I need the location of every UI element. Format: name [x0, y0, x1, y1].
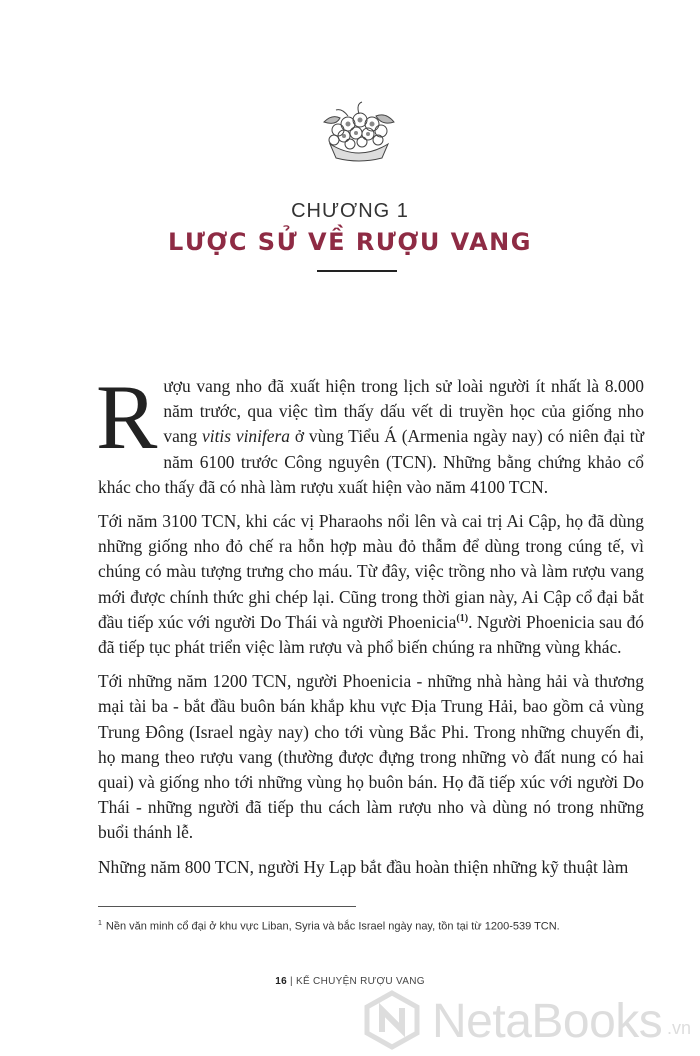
paragraph-1-text-b: ở vùng Tiểu Á (Armenia ngày nay) có niên đại từ năm 6100 trước Công nguyên (TCN). Những bằng chứng khảo cổ khác cho thấy đã có nhà làm rượu xuất hiện vào năm 4100 TCN.	[98, 426, 645, 497]
footnote-reference[interactable]: (1)	[456, 613, 469, 625]
chapter-number: CHƯƠNG 1	[291, 200, 409, 222]
paragraph-2-text-a: Tới năm 3100 TCN, khi các vị Pharaohs nổi lên và cai trị Ai Cập, họ đã dùng những giống nho đỏ chế ra hỗn hợp màu đỏ thẫm để dùng trong cúng tế, vì chúng có màu tượng trưng cho máu. Từ đây, việc trồng nho và làm rượu vang mới được chính thức ghi chép lại. Cũng trong thời gian này, Ai Cập cổ đại bắt đầu tiếp xúc với người Do Thái và người Phoenicia	[98, 511, 644, 632]
netabooks-watermark	[362, 988, 700, 1054]
page-footer	[0, 976, 700, 987]
paragraph-1	[96, 366, 645, 500]
chapter-title: LƯỢC SỬ VỀ RƯỢU VANG	[168, 228, 532, 256]
title-divider	[317, 270, 397, 272]
scientific-name: vitis vinifera	[202, 426, 290, 447]
netabooks-n-logo-icon	[362, 990, 422, 1050]
watermark-suffix: .vn	[667, 1018, 692, 1038]
footnote	[98, 920, 658, 933]
footnote-divider	[98, 906, 356, 907]
chapter-body	[96, 366, 645, 889]
running-title: KỂ CHUYỆN RƯỢU VANG	[296, 976, 425, 987]
paragraph-2	[98, 509, 644, 660]
paragraph-2-text-b: . Người Phoenicia sau đó đã tiếp tục phát triển việc làm rượu và phổ biến chúng ra những vùng khác.	[98, 611, 644, 658]
grape-ornament-icon	[318, 100, 400, 162]
paragraph-1-text-a: ượu vang nho đã xuất hiện trong lịch sử loài người ít nhất là 8.000 năm trước, qua việc tìm thấy dấu vết di truyền học của giống nho vang	[163, 376, 644, 447]
footnote-text: Nền văn minh cổ đại ở khu vực Liban, Syria và bắc Israel ngày nay, tồn tại từ 1200-539 TCN.	[105, 920, 560, 933]
page-number: 16	[275, 976, 287, 987]
watermark-brand: NetaBooks	[432, 995, 663, 1048]
paragraph-4: Những năm 800 TCN, người Hy Lạp bắt đầu hoàn thiện những kỹ thuật làm	[98, 856, 629, 877]
paragraph-3: Tới những năm 1200 TCN, người Phoenicia - những nhà hàng hải và thương mại tài ba - bắt đầu buôn bán khắp khu vực Địa Trung Hải, bao gồm cả vùng Trung Đông (Israel ngày nay) cho tới vùng Bắc Phi. Trong những chuyến đi, họ mang theo rượu vang (thường được đựng trong những vò đất nung có hai quai) và giống nho tới những vùng họ buôn bán. Họ đã tiếp xúc với người Do Thái - những người đã tiếp thu cách làm rượu nho và dùng nó trong những buổi thánh lễ.	[98, 671, 644, 843]
footer-separator: |	[290, 976, 293, 987]
drop-cap: R	[96, 366, 158, 468]
footnote-mark: 1	[98, 920, 102, 927]
